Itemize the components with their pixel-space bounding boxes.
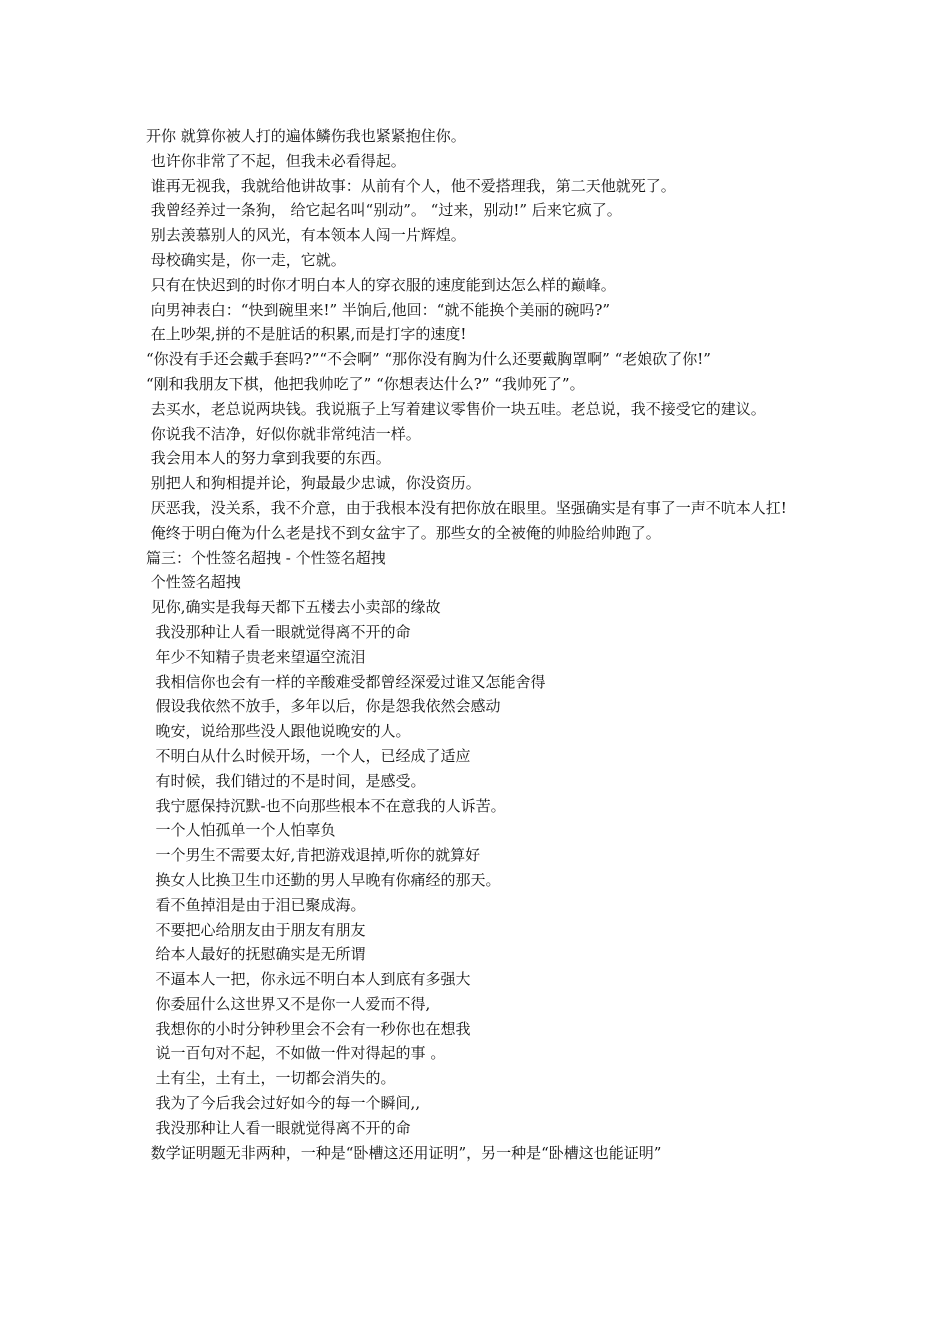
text-line: 向男神表白：“快到碗里来!” 半饷后,他回：“就不能换个美丽的碗吗?” — [146, 300, 611, 319]
section-1 — [146, 124, 814, 546]
text-line: 我没那种让人看一眼就觉得离不开的命 — [146, 1118, 411, 1137]
text-line: 开你 就算你被人打的遍体鳞伤我也紧紧抱住你。 — [146, 127, 466, 145]
text-line: 年少不知精子贵老来望逼空流泪 — [146, 647, 366, 666]
text-line: 晚安，说给那些没人跟他说晚安的人。 — [146, 722, 411, 741]
text-line: 给本人最好的抚慰确实是无所谓 — [146, 945, 366, 964]
text-line: “刚和我朋友下棋，他把我帅吃了” “你想表达什么?” “我帅死了”。 — [146, 374, 585, 393]
text-line: 见你,确实是我每天都下五楼去小卖部的缘故 — [146, 598, 441, 617]
text-line: 俺终于明白俺为什么老是找不到女盆宇了。那些女的全被俺的帅脸给帅跑了。 — [146, 523, 661, 542]
text-line: 我想你的小时分钟秒里会不会有一秒你也在想我 — [146, 1019, 471, 1038]
text-line: 一个男生不需要太好,肯把游戏退掉,听你的就算好 — [146, 846, 481, 865]
text-line: 别去羡慕别人的风光，有本领本人闯一片辉煌。 — [146, 226, 466, 245]
text-line: 厌恶我，没关系，我不介意，由于我根本没有把你放在眼里。坚强确实是有事了一声不吭本人扛! — [146, 498, 787, 517]
text-line: 谁再无视我，我就给他讲故事：从前有个人，他不爱搭理我，第二天他就死了。 — [146, 176, 676, 195]
text-line: 不逼本人一把，你永远不明白本人到底有多强大 — [146, 970, 471, 989]
document-page — [146, 124, 814, 1165]
text-line: 我会用本人的努力拿到我要的东西。 — [146, 449, 391, 468]
text-line: 我宁愿保持沉默-也不向那些根本不在意我的人诉苦。 — [146, 796, 506, 815]
text-line: 有时候，我们错过的不是时间，是感受。 — [146, 771, 426, 790]
text-line: 个性签名超拽 — [146, 573, 241, 592]
text-line: 一个人怕孤单一个人怕辜负 — [146, 821, 336, 840]
text-line: 假设我依然不放手，多年以后，你是怨我依然会感动 — [146, 697, 501, 716]
text-line: 去买水，老总说两块钱。我说瓶子上写着建议零售价一块五哇。老总说，我不接受它的建议。 — [146, 399, 766, 418]
text-line: 只有在快迟到的时你才明白本人的穿衣服的速度能到达怎么样的巅峰。 — [146, 275, 616, 294]
text-line: 我曾经养过一条狗， 给它起名叫“别动”。 “过来，别动!” 后来它疯了。 — [146, 201, 622, 220]
text-line: 说一百句对不起，不如做一件对得起的事 。 — [146, 1044, 446, 1063]
section-heading: 篇三：个性签名超拽 - 个性签名超拽 — [146, 548, 386, 567]
text-line: 看不鱼掉泪是由于泪已聚成海。 — [146, 895, 366, 914]
text-line: 我相信你也会有一样的辛酸难受都曾经深爱过谁又怎能舍得 — [146, 672, 546, 691]
text-line: 我为了今后我会过好如今的每一个瞬间,, — [146, 1094, 421, 1113]
text-line: 也许你非常了不起，但我未必看得起。 — [146, 151, 406, 170]
text-line: “你没有手还会戴手套吗?”“不会啊” “那你没有胸为什么还要戴胸罩啊” “老娘砍了你!” — [146, 350, 711, 369]
text-line: 在上吵架,拼的不是脏话的积累,而是打字的速度! — [146, 325, 467, 344]
text-line: 你说我不洁净，好似你就非常纯洁一样。 — [146, 424, 421, 443]
text-line: 我没那种让人看一眼就觉得离不开的命 — [146, 622, 411, 641]
text-line: 别把人和狗相提并论，狗最最少忠诚，你没资历。 — [146, 474, 481, 493]
section-2 — [146, 546, 814, 1166]
text-line: 换女人比换卫生巾还勤的男人早晚有你痛经的那天。 — [146, 870, 501, 889]
text-line: 土有尘，土有土，一切都会消失的。 — [146, 1069, 396, 1088]
text-line: 不明白从什么时候开场，一个人，已经成了适应 — [146, 746, 471, 765]
text-line: 不要把心给朋友由于朋友有朋友 — [146, 920, 366, 939]
text-line: 母校确实是，你一走，它就。 — [146, 250, 346, 269]
text-line: 数学证明题无非两种，一种是“卧槽这还用证明”，另一种是“卧槽这也能证明” — [146, 1143, 662, 1162]
text-line: 你委屈什么这世界又不是你一人爱而不得, — [146, 994, 431, 1013]
